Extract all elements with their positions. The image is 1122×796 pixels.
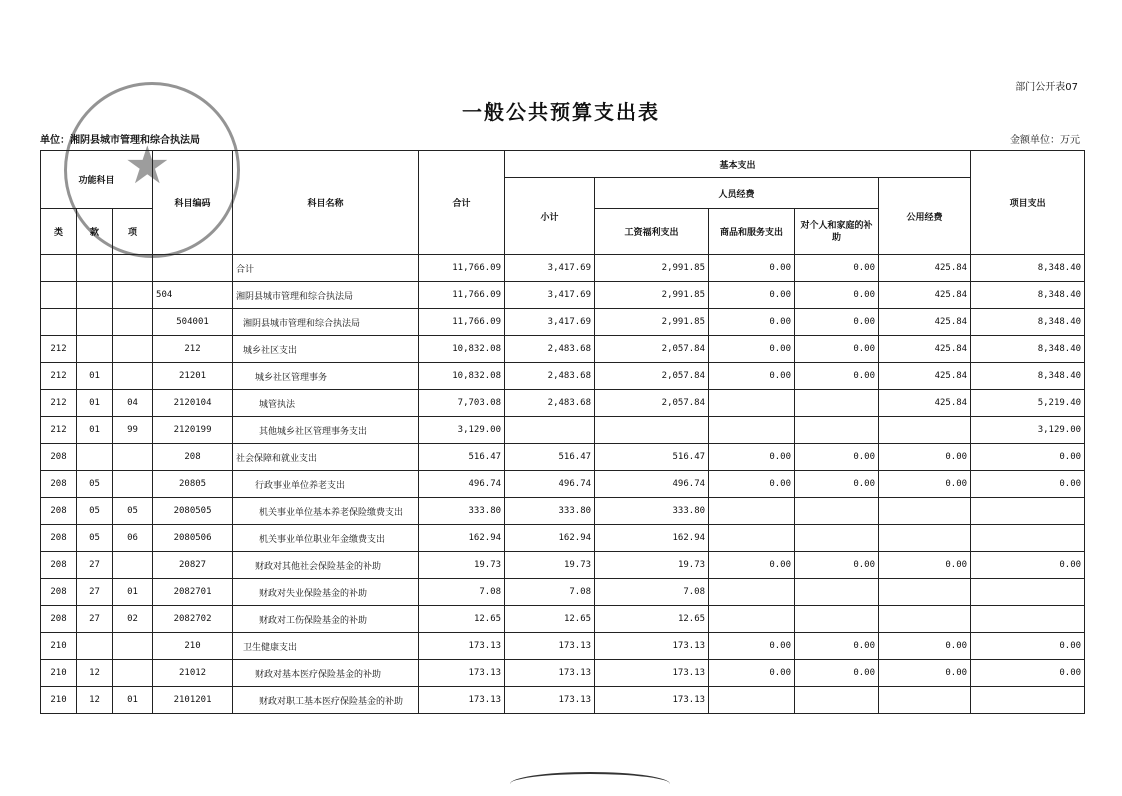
cell-goods: 0.00 — [709, 336, 795, 363]
cell-salary: 496.74 — [595, 471, 709, 498]
table-row — [41, 255, 1085, 282]
cell-subsidy: 0.00 — [795, 471, 879, 498]
cell-project: 0.00 — [971, 471, 1085, 498]
cell-lei — [41, 282, 77, 309]
cell-xiang: 05 — [113, 498, 153, 525]
cell-name: 财政对工伤保险基金的补助 — [233, 606, 419, 633]
cell-salary: 2,057.84 — [595, 363, 709, 390]
cell-salary: 7.08 — [595, 579, 709, 606]
cell-xiang — [113, 255, 153, 282]
cell-xiang: 06 — [113, 525, 153, 552]
cell-salary: 2,057.84 — [595, 336, 709, 363]
cell-lei: 210 — [41, 687, 77, 714]
cell-total: 333.80 — [419, 498, 505, 525]
cell-goods: 0.00 — [709, 282, 795, 309]
cell-project: 3,129.00 — [971, 417, 1085, 444]
cell-subtotal: 173.13 — [505, 660, 595, 687]
cell-public: 425.84 — [879, 309, 971, 336]
cell-code: 2080506 — [153, 525, 233, 552]
cell-xiang: 04 — [113, 390, 153, 417]
cell-code: 2080505 — [153, 498, 233, 525]
cell-salary: 333.80 — [595, 498, 709, 525]
total-header: 合计 — [419, 151, 505, 255]
cell-lei: 212 — [41, 363, 77, 390]
cell-total: 7.08 — [419, 579, 505, 606]
cell-kuan: 27 — [77, 606, 113, 633]
cell-project — [971, 498, 1085, 525]
cell-subsidy: 0.00 — [795, 444, 879, 471]
cell-lei: 210 — [41, 660, 77, 687]
code-header: 科目编码 — [153, 151, 233, 255]
cell-lei: 208 — [41, 579, 77, 606]
cell-public: 0.00 — [879, 552, 971, 579]
cell-name: 其他城乡社区管理事务支出 — [233, 417, 419, 444]
cell-code — [153, 255, 233, 282]
cell-lei — [41, 255, 77, 282]
cell-project: 8,348.40 — [971, 309, 1085, 336]
table-row — [41, 525, 1085, 552]
cell-goods — [709, 606, 795, 633]
subsidy-header: 对个人和家庭的补助 — [795, 209, 879, 255]
personnel-header: 人员经费 — [595, 178, 879, 209]
cell-subtotal: 3,417.69 — [505, 255, 595, 282]
salary-header: 工资福利支出 — [595, 209, 709, 255]
cell-goods: 0.00 — [709, 471, 795, 498]
cell-salary: 173.13 — [595, 687, 709, 714]
cell-code: 21012 — [153, 660, 233, 687]
table-row — [41, 633, 1085, 660]
cell-public: 425.84 — [879, 336, 971, 363]
cell-subsidy: 0.00 — [795, 336, 879, 363]
budget-table — [40, 150, 1085, 714]
cell-public — [879, 417, 971, 444]
cell-subsidy — [795, 687, 879, 714]
cell-project: 8,348.40 — [971, 363, 1085, 390]
cell-name: 城乡社区管理事务 — [233, 363, 419, 390]
cell-kuan: 01 — [77, 363, 113, 390]
cell-name: 机关事业单位基本养老保险缴费支出 — [233, 498, 419, 525]
cell-goods — [709, 579, 795, 606]
cell-salary: 2,991.85 — [595, 309, 709, 336]
cell-total: 11,766.09 — [419, 282, 505, 309]
cell-total: 173.13 — [419, 633, 505, 660]
cell-code: 2120199 — [153, 417, 233, 444]
table-row — [41, 282, 1085, 309]
cell-total: 10,832.08 — [419, 363, 505, 390]
cell-subtotal: 3,417.69 — [505, 282, 595, 309]
basic-header: 基本支出 — [505, 151, 971, 178]
xiang-header: 项 — [113, 209, 153, 255]
cell-code: 2120104 — [153, 390, 233, 417]
cell-lei: 208 — [41, 525, 77, 552]
cell-name: 湘阴县城市管理和综合执法局 — [233, 282, 419, 309]
cell-name: 行政事业单位养老支出 — [233, 471, 419, 498]
table-row — [41, 390, 1085, 417]
cell-lei: 208 — [41, 498, 77, 525]
name-header: 科目名称 — [233, 151, 419, 255]
cell-kuan: 27 — [77, 579, 113, 606]
cell-public: 425.84 — [879, 390, 971, 417]
cell-subtotal: 162.94 — [505, 525, 595, 552]
cell-xiang: 02 — [113, 606, 153, 633]
table-row — [41, 471, 1085, 498]
cell-code: 208 — [153, 444, 233, 471]
cell-subsidy: 0.00 — [795, 633, 879, 660]
cell-subsidy: 0.00 — [795, 660, 879, 687]
public-header: 公用经费 — [879, 178, 971, 255]
cell-lei: 212 — [41, 417, 77, 444]
kuan-header: 款 — [77, 209, 113, 255]
cell-total: 162.94 — [419, 525, 505, 552]
cell-project: 0.00 — [971, 444, 1085, 471]
cell-salary: 173.13 — [595, 660, 709, 687]
cell-salary: 19.73 — [595, 552, 709, 579]
cell-goods — [709, 687, 795, 714]
cell-goods — [709, 498, 795, 525]
cell-subsidy: 0.00 — [795, 363, 879, 390]
cell-name: 城管执法 — [233, 390, 419, 417]
cell-subtotal: 173.13 — [505, 633, 595, 660]
cell-salary: 12.65 — [595, 606, 709, 633]
cell-xiang — [113, 309, 153, 336]
cell-goods — [709, 390, 795, 417]
cell-public: 425.84 — [879, 282, 971, 309]
table-row — [41, 498, 1085, 525]
cell-xiang — [113, 444, 153, 471]
cell-subtotal: 173.13 — [505, 687, 595, 714]
unit-label: 单位：湘阴县城市管理和综合执法局 — [40, 135, 200, 146]
table-row — [41, 660, 1085, 687]
table-row — [41, 606, 1085, 633]
cell-goods: 0.00 — [709, 309, 795, 336]
cell-subtotal: 496.74 — [505, 471, 595, 498]
cell-name: 财政对基本医疗保险基金的补助 — [233, 660, 419, 687]
cell-total: 7,703.08 — [419, 390, 505, 417]
cell-total: 19.73 — [419, 552, 505, 579]
cell-project — [971, 606, 1085, 633]
cell-total: 173.13 — [419, 687, 505, 714]
cell-public: 0.00 — [879, 444, 971, 471]
cell-goods: 0.00 — [709, 363, 795, 390]
cell-xiang — [113, 363, 153, 390]
cell-xiang: 99 — [113, 417, 153, 444]
cell-xiang — [113, 660, 153, 687]
cell-subtotal: 2,483.68 — [505, 363, 595, 390]
cell-lei: 212 — [41, 390, 77, 417]
cell-name: 财政对失业保险基金的补助 — [233, 579, 419, 606]
cell-goods — [709, 525, 795, 552]
cell-total: 3,129.00 — [419, 417, 505, 444]
cell-salary: 162.94 — [595, 525, 709, 552]
cell-public: 0.00 — [879, 471, 971, 498]
cell-subtotal — [505, 417, 595, 444]
cell-lei: 208 — [41, 444, 77, 471]
cell-subtotal: 333.80 — [505, 498, 595, 525]
cell-subsidy — [795, 417, 879, 444]
project-header: 项目支出 — [971, 151, 1085, 255]
cell-kuan — [77, 444, 113, 471]
cell-public — [879, 606, 971, 633]
cell-subsidy: 0.00 — [795, 282, 879, 309]
cell-lei: 208 — [41, 606, 77, 633]
cell-total: 496.74 — [419, 471, 505, 498]
cell-name: 合计 — [233, 255, 419, 282]
cell-xiang — [113, 282, 153, 309]
cell-xiang — [113, 471, 153, 498]
cell-name: 湘阴县城市管理和综合执法局 — [233, 309, 419, 336]
cell-subtotal: 19.73 — [505, 552, 595, 579]
cell-xiang — [113, 633, 153, 660]
cell-total: 516.47 — [419, 444, 505, 471]
cell-name: 社会保障和就业支出 — [233, 444, 419, 471]
table-row — [41, 417, 1085, 444]
cell-project — [971, 579, 1085, 606]
table-row — [41, 309, 1085, 336]
cell-project — [971, 525, 1085, 552]
table-row — [41, 444, 1085, 471]
cell-public: 425.84 — [879, 363, 971, 390]
cell-public — [879, 498, 971, 525]
cell-kuan: 12 — [77, 660, 113, 687]
cell-subsidy — [795, 579, 879, 606]
cell-code: 212 — [153, 336, 233, 363]
table-row — [41, 336, 1085, 363]
cell-lei: 208 — [41, 552, 77, 579]
cell-name: 机关事业单位职业年金缴费支出 — [233, 525, 419, 552]
cell-name: 财政对其他社会保险基金的补助 — [233, 552, 419, 579]
cell-public: 425.84 — [879, 255, 971, 282]
cell-code: 2101201 — [153, 687, 233, 714]
cell-goods: 0.00 — [709, 444, 795, 471]
cell-name: 卫生健康支出 — [233, 633, 419, 660]
cell-xiang — [113, 552, 153, 579]
cell-kuan — [77, 336, 113, 363]
cell-public — [879, 687, 971, 714]
amount-unit-label: 金额单位：万元 — [1010, 135, 1080, 146]
cell-public: 0.00 — [879, 633, 971, 660]
cell-kuan: 01 — [77, 390, 113, 417]
cell-code: 21201 — [153, 363, 233, 390]
cell-kuan — [77, 255, 113, 282]
table-row — [41, 363, 1085, 390]
cell-goods: 0.00 — [709, 660, 795, 687]
cell-total: 12.65 — [419, 606, 505, 633]
cell-lei: 208 — [41, 471, 77, 498]
cell-project: 0.00 — [971, 552, 1085, 579]
cell-salary: 2,057.84 — [595, 390, 709, 417]
cell-code: 504 — [153, 282, 233, 309]
cell-goods: 0.00 — [709, 255, 795, 282]
cell-subtotal: 2,483.68 — [505, 390, 595, 417]
cell-project: 0.00 — [971, 660, 1085, 687]
cell-salary: 2,991.85 — [595, 255, 709, 282]
cell-subtotal: 2,483.68 — [505, 336, 595, 363]
cell-subtotal: 12.65 — [505, 606, 595, 633]
cell-subsidy: 0.00 — [795, 552, 879, 579]
cell-public — [879, 525, 971, 552]
cell-xiang: 01 — [113, 579, 153, 606]
cell-code: 210 — [153, 633, 233, 660]
cell-kuan: 05 — [77, 498, 113, 525]
cell-xiang — [113, 336, 153, 363]
page-title: 一般公共预算支出表 — [462, 100, 660, 124]
cell-project — [971, 687, 1085, 714]
cell-kuan: 27 — [77, 552, 113, 579]
goods-header: 商品和服务支出 — [709, 209, 795, 255]
cell-public — [879, 579, 971, 606]
cell-kuan: 05 — [77, 471, 113, 498]
seal-star-icon: ★ — [124, 136, 171, 196]
cell-subsidy: 0.00 — [795, 255, 879, 282]
cell-goods: 0.00 — [709, 633, 795, 660]
form-number: 部门公开表07 — [1015, 82, 1078, 93]
cell-goods: 0.00 — [709, 552, 795, 579]
cell-project: 8,348.40 — [971, 336, 1085, 363]
cell-kuan: 05 — [77, 525, 113, 552]
cell-subtotal: 7.08 — [505, 579, 595, 606]
cell-kuan: 01 — [77, 417, 113, 444]
table-row — [41, 552, 1085, 579]
cell-kuan — [77, 633, 113, 660]
cell-lei: 210 — [41, 633, 77, 660]
cell-total: 10,832.08 — [419, 336, 505, 363]
cell-subtotal: 3,417.69 — [505, 309, 595, 336]
cell-salary: 2,991.85 — [595, 282, 709, 309]
cell-total: 11,766.09 — [419, 255, 505, 282]
cell-code: 2082701 — [153, 579, 233, 606]
cell-code: 504001 — [153, 309, 233, 336]
subtotal-header: 小计 — [505, 178, 595, 255]
cell-kuan — [77, 309, 113, 336]
cell-code: 2082702 — [153, 606, 233, 633]
cell-subtotal: 516.47 — [505, 444, 595, 471]
table-row — [41, 687, 1085, 714]
cell-subsidy — [795, 606, 879, 633]
cell-project: 8,348.40 — [971, 255, 1085, 282]
cell-salary: 173.13 — [595, 633, 709, 660]
lei-header: 类 — [41, 209, 77, 255]
cell-subsidy — [795, 525, 879, 552]
func-subject-header: 功能科目 — [41, 151, 153, 209]
cell-goods — [709, 417, 795, 444]
table-row — [41, 579, 1085, 606]
cell-kuan: 12 — [77, 687, 113, 714]
cell-code: 20827 — [153, 552, 233, 579]
cell-subsidy: 0.00 — [795, 309, 879, 336]
cell-kuan — [77, 282, 113, 309]
cell-subsidy — [795, 498, 879, 525]
cell-total: 173.13 — [419, 660, 505, 687]
cell-public: 0.00 — [879, 660, 971, 687]
cell-name: 城乡社区支出 — [233, 336, 419, 363]
cell-salary — [595, 417, 709, 444]
cell-total: 11,766.09 — [419, 309, 505, 336]
cell-salary: 516.47 — [595, 444, 709, 471]
bottom-stamp-fragment — [510, 772, 670, 796]
cell-project: 8,348.40 — [971, 282, 1085, 309]
cell-code: 20805 — [153, 471, 233, 498]
cell-project: 0.00 — [971, 633, 1085, 660]
cell-lei: 212 — [41, 336, 77, 363]
cell-xiang: 01 — [113, 687, 153, 714]
cell-lei — [41, 309, 77, 336]
cell-subsidy — [795, 390, 879, 417]
cell-name: 财政对职工基本医疗保险基金的补助 — [233, 687, 419, 714]
cell-project: 5,219.40 — [971, 390, 1085, 417]
